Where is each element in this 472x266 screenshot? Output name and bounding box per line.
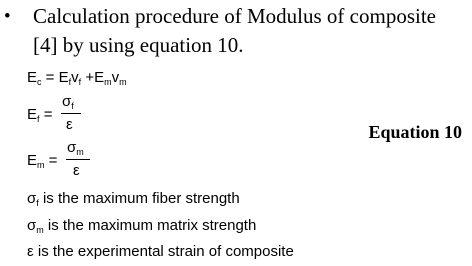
def-text: is the experimental strain of composite: [33, 243, 294, 260]
ec-term1b: v: [71, 69, 79, 86]
em-lhs-sub: m: [37, 160, 45, 170]
ef-equals: =: [39, 106, 53, 123]
ef-num-symbol: σ: [62, 93, 72, 110]
bullet-icon: •: [4, 6, 11, 27]
ec-lhs: E: [27, 69, 38, 86]
ec-term1: E: [58, 69, 69, 86]
ec-term2b: v: [111, 69, 120, 86]
definition-sigma-f: [27, 190, 240, 208]
em-denominator: ε: [73, 162, 80, 179]
def-symbol: ε: [27, 243, 34, 260]
ec-plus: +: [81, 69, 95, 86]
ef-num-sub: f: [71, 101, 74, 111]
bullet-text-line2: [4] by using equation 10.: [33, 33, 244, 57]
ef-lhs: E: [27, 106, 38, 123]
def-symbol-sub: m: [36, 225, 44, 235]
em-num-symbol: σ: [67, 139, 77, 156]
em-equals: =: [44, 152, 58, 169]
def-text: is the maximum fiber strength: [38, 190, 240, 207]
ec-term2: E: [94, 69, 105, 86]
ec-equals: =: [41, 69, 59, 86]
def-text: is the maximum matrix strength: [43, 217, 257, 234]
ec-term1b-sub: f: [78, 77, 82, 87]
ef-fraction-bar: [61, 113, 81, 114]
ec-lhs-sub: c: [37, 77, 42, 87]
equation-em-lhs: [27, 152, 57, 170]
ef-lhs-sub: f: [37, 114, 40, 124]
def-symbol: σ: [27, 217, 37, 234]
equation-label: Equation 10: [368, 122, 462, 142]
equation-ef-lhs: [27, 106, 52, 124]
bullet-text-line1: Calculation procedure of Modulus of composite: [33, 4, 436, 28]
em-num-sub: m: [76, 147, 84, 157]
ec-term2b-sub: m: [119, 77, 127, 87]
definition-sigma-m: [27, 217, 256, 235]
def-symbol: σ: [27, 190, 37, 207]
ec-term2-sub: m: [104, 77, 112, 87]
def-symbol-sub: f: [36, 198, 39, 208]
em-lhs: E: [27, 152, 38, 169]
ef-denominator: ε: [66, 116, 73, 133]
em-numerator: [67, 139, 84, 156]
equation-ec: [27, 69, 127, 87]
definition-epsilon: [27, 243, 294, 261]
ef-numerator: [62, 93, 74, 110]
ec-term1-sub: f: [68, 77, 72, 87]
em-fraction-bar: [66, 159, 90, 160]
